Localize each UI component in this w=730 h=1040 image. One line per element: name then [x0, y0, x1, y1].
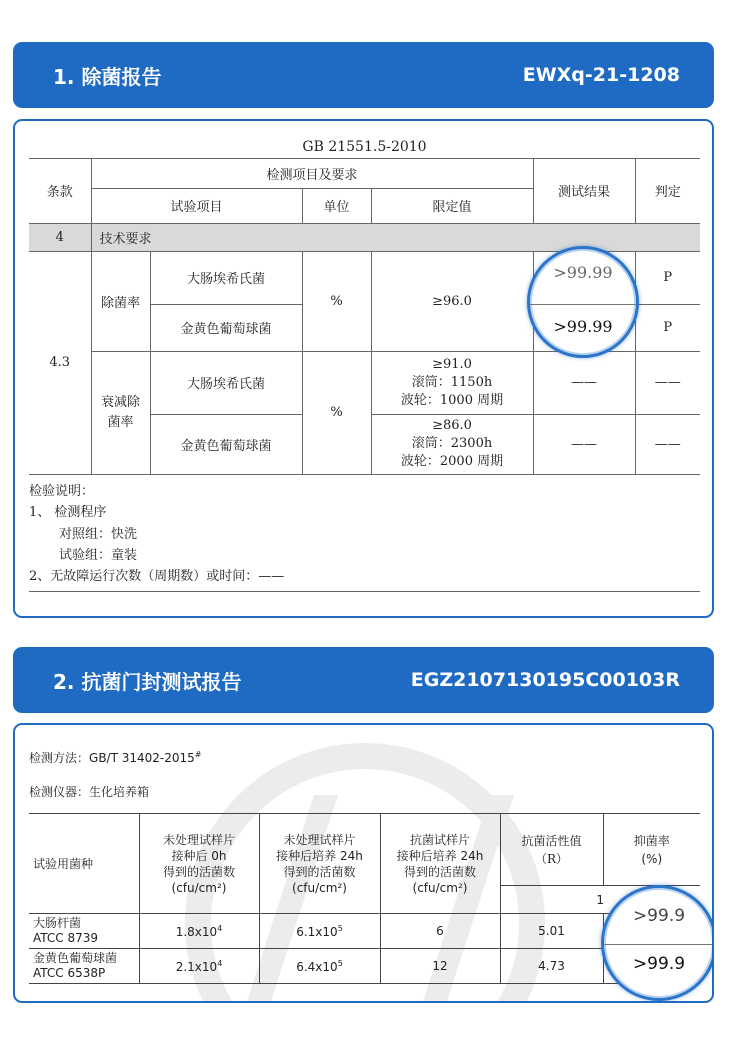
untreated-0h-header — [139, 814, 259, 914]
antibacterial-report-panel — [13, 723, 714, 1003]
section2-banner — [13, 647, 714, 713]
strain-name: 大肠杆菌 — [33, 916, 82, 930]
items-requirements-header: 检测项目及要求 — [91, 158, 533, 188]
result-value: >99.99 — [553, 317, 613, 336]
result-header: 测试结果 — [533, 158, 635, 223]
activity-value-cell: 5.01 — [500, 914, 603, 949]
inhibition-rate-header — [603, 814, 700, 886]
count-base: 2.1x10 — [175, 959, 218, 974]
header-line: 得到的活菌数 — [403, 864, 476, 879]
count-exp: 5 — [337, 958, 343, 968]
header-line: 未处理试样片 — [162, 832, 235, 847]
limit-line: ≥86.0 — [432, 418, 472, 433]
count-base: 6.4x10 — [296, 959, 338, 974]
limit-header: 限定值 — [371, 188, 533, 223]
group1-unit: % — [302, 251, 371, 351]
section1-banner — [13, 42, 714, 108]
inspection-notes — [29, 481, 700, 592]
rate-highlight-circle — [601, 885, 714, 1001]
sub-header: 1 — [500, 886, 700, 914]
activity-value-header — [500, 814, 603, 886]
header-line: 接种后培养 24h — [396, 848, 484, 863]
header-line: (cfu/cm²) — [292, 880, 347, 895]
judge-header: 判定 — [635, 158, 700, 223]
count-24h-cell — [259, 949, 380, 984]
standard-header: GB 21551.5-2010 — [29, 137, 700, 158]
strain-code: ATCC 8739 — [33, 931, 99, 945]
limit-cell — [371, 414, 533, 474]
judge-cell: —— — [635, 414, 700, 474]
header-line: (cfu/cm²) — [412, 880, 468, 895]
notes-item1: 1、 检测程序 — [29, 505, 107, 521]
group1-name: 除菌率 — [91, 251, 150, 351]
activity-value-cell: 4.73 — [500, 949, 603, 984]
method-label: 检测方法： — [29, 751, 90, 765]
tech-clause: 4 — [29, 223, 91, 251]
header-line: 接种后 0h — [171, 848, 227, 863]
divider — [530, 304, 636, 305]
judge-cell: P — [635, 251, 700, 304]
header-line: (cfu/cm²) — [171, 880, 227, 895]
header-line: 未处理试样片 — [283, 832, 356, 847]
clause-header: 条款 — [29, 158, 91, 223]
judge-cell: P — [635, 304, 700, 351]
strain-header: 试验用菌种 — [29, 814, 139, 914]
method-value: GB/T 31402-2015 — [89, 751, 195, 765]
notes-heading: 检验说明： — [29, 484, 95, 499]
clause-4-3: 4.3 — [29, 251, 91, 474]
count-exp: 4 — [217, 958, 223, 968]
notes-test: 试验组：童装 — [59, 547, 138, 563]
limit-cell — [371, 351, 533, 414]
test-item-header: 试验项目 — [91, 188, 302, 223]
section1-report-code: EWXq-21-1208 — [522, 64, 680, 86]
instrument-line — [29, 783, 149, 800]
bacteria-cell: 金黄色葡萄球菌 — [150, 304, 302, 351]
antibacterial-table — [29, 813, 700, 984]
header-line: 接种后培养 24h — [276, 848, 363, 863]
strain-name: 金黄色葡萄球菌 — [33, 951, 118, 965]
header-line: 抗菌活性值 — [521, 833, 582, 848]
header-line: (%) — [641, 851, 663, 866]
result-value: >99.99 — [553, 263, 613, 282]
antibacterial-count-cell: 12 — [380, 949, 500, 984]
judge-cell: —— — [635, 351, 700, 414]
method-line — [29, 749, 201, 766]
antibacterial-count-cell: 6 — [380, 914, 500, 949]
limit-line: 波轮：1000 周期 — [400, 392, 504, 408]
count-0h-cell — [139, 914, 259, 949]
strain-cell — [29, 914, 139, 949]
bacteria-cell: 大肠埃希氏菌 — [150, 251, 302, 304]
header-line: 抑菌率 — [633, 833, 670, 848]
result-cell: —— — [533, 351, 635, 414]
group2-unit: % — [302, 351, 371, 474]
divider — [604, 944, 714, 945]
limit-line: 滚筒：2300h — [411, 436, 493, 451]
instrument-label: 检测仪器： — [29, 785, 90, 799]
notes-item2: 2、无故障运行次数（周期数）或时间：—— — [29, 569, 285, 585]
strain-cell — [29, 949, 139, 984]
count-base: 6.1x10 — [296, 924, 338, 939]
method-sup: # — [194, 750, 202, 759]
result-cell: —— — [533, 414, 635, 474]
tech-label: 技术要求 — [91, 223, 700, 251]
count-24h-cell — [259, 914, 380, 949]
header-line: 抗菌试样片 — [409, 832, 470, 847]
count-exp: 4 — [217, 923, 223, 933]
group2-name-line2: 菌率 — [107, 414, 134, 430]
count-exp: 5 — [337, 923, 343, 933]
disinfection-report-panel — [13, 119, 714, 618]
limit-line: 波轮：2000 周期 — [400, 454, 504, 469]
instrument-value: 生化培养箱 — [89, 785, 150, 799]
rate-value: >99.9 — [632, 906, 686, 926]
limit-line: 滚筒：1150h — [411, 374, 493, 390]
result-highlight-circle — [527, 246, 639, 358]
count-base: 1.8x10 — [175, 924, 218, 939]
notes-control: 对照组：快洗 — [59, 526, 138, 542]
count-0h-cell — [139, 949, 259, 984]
header-line: 得到的活菌数 — [162, 864, 235, 879]
rate-value: >99.9 — [632, 954, 686, 974]
section1-title: 1. 除菌报告 — [53, 64, 162, 89]
bacteria-cell: 金黄色葡萄球菌 — [150, 414, 302, 474]
group2-name-line1: 衰减除 — [100, 394, 140, 410]
header-line: （R） — [534, 851, 569, 866]
unit-header: 单位 — [302, 188, 371, 223]
untreated-24h-header — [259, 814, 380, 914]
limit-line: ≥91.0 — [432, 356, 472, 372]
section2-title: 2. 抗菌门封测试报告 — [53, 669, 242, 694]
antibacterial-24h-header — [380, 814, 500, 914]
group1-limit: ≥96.0 — [371, 251, 533, 351]
header-line: 得到的活菌数 — [283, 864, 356, 879]
bacteria-cell: 大肠埃希氏菌 — [150, 351, 302, 414]
section2-report-code: EGZ2107130195C00103R — [410, 669, 680, 691]
group2-name — [91, 351, 150, 474]
strain-code: ATCC 6538P — [33, 966, 106, 980]
